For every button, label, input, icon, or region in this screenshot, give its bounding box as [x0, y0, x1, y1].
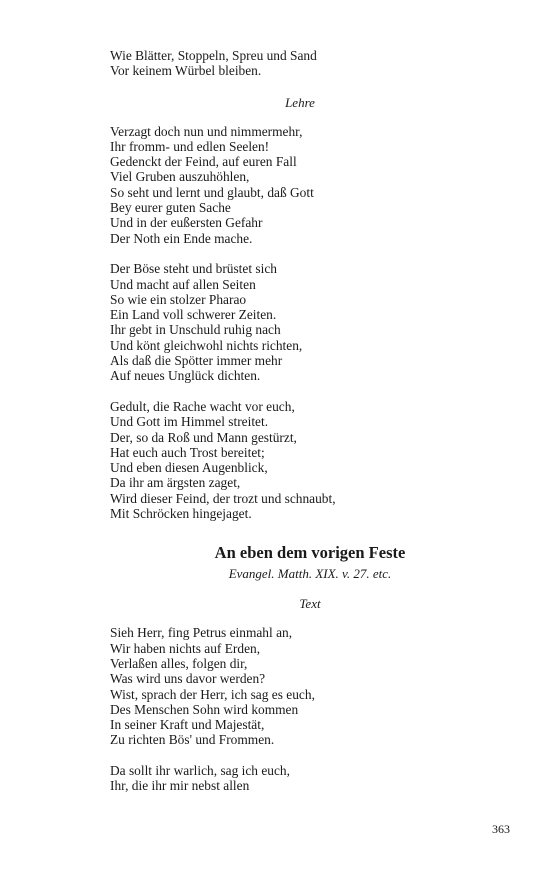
poem-line: Und eben diesen Augenblick,	[110, 460, 268, 476]
poem-line: Und in der eußersten Gefahr	[110, 215, 263, 231]
stanza-1	[110, 124, 510, 246]
poem-line: Ihr gebt in Unschuld ruhig nach	[110, 322, 281, 338]
poem-line: Mit Schröcken hingejaget.	[110, 506, 252, 522]
poem-line: In seiner Kraft und Majestät,	[110, 717, 265, 733]
poem-line: Auf neues Unglück dichten.	[110, 368, 261, 384]
poem-line: Bey eurer guten Sache	[110, 200, 231, 216]
poem-line: Wie Blätter, Stoppeln, Spreu und Sand	[110, 48, 317, 63]
section-subtitle: Evangel. Matth. XIX. v. 27. etc.	[228, 566, 392, 582]
label-text: Text	[299, 596, 321, 612]
poem-line: Hat euch auch Trost bereitet;	[110, 444, 265, 460]
poem-line: Ihr, die ihr mir nebst allen	[110, 778, 250, 794]
poem-line: Was wird uns davor werden?	[110, 671, 266, 687]
poem-line: Sieh Herr, fing Petrus einmahl an,	[110, 625, 293, 641]
stanza-3	[110, 399, 510, 521]
poem-line: Zu richten Bös' und Frommen.	[110, 732, 275, 748]
poem-line: Und macht auf allen Seiten	[110, 276, 256, 292]
page-number: 363	[492, 822, 510, 836]
stanza-top	[110, 48, 510, 79]
poem-line: Ein Land voll schwerer Zeiten.	[110, 307, 277, 323]
poem-line: Da ihr am ärgsten zaget,	[110, 475, 241, 491]
poem-line: Verlaßen alles, folgen dir,	[110, 655, 248, 671]
poem-line: Und könt gleichwohl nichts richten,	[110, 337, 303, 353]
stanza-2	[110, 261, 510, 383]
poem-line: Der Böse steht und brüstet sich	[110, 261, 277, 277]
label-lehre: Lehre	[285, 94, 315, 110]
poem-line: Als daß die Spötter immer mehr	[110, 353, 283, 369]
poem-line: Und Gott im Himmel streitet.	[110, 414, 269, 430]
stanza-5	[110, 763, 510, 794]
poem-line: Gedult, die Rache wacht vor euch,	[110, 398, 295, 414]
page-body	[110, 48, 510, 809]
poem-line: Des Menschen Sohn wird kommen	[110, 701, 299, 717]
poem-line: Ihr fromm- und edlen Seelen!	[110, 138, 270, 154]
poem-line: So wie ein stolzer Pharao	[110, 291, 247, 307]
poem-line: So seht und lernt und glaubt, daß Gott	[110, 184, 314, 200]
poem-line: Gedenckt der Feind, auf euren Fall	[110, 154, 297, 170]
poem-line: Vor keinem Würbel bleiben.	[110, 63, 262, 79]
poem-line: Der, so da Roß und Mann gestürzt,	[110, 429, 297, 445]
poem-line: Der Noth ein Ende mache.	[110, 230, 253, 246]
stanza-4	[110, 625, 510, 747]
poem-line: Wird dieser Feind, der trozt und schnaubt,	[110, 490, 336, 506]
poem-line: Da sollt ihr warlich, sag ich euch,	[110, 762, 290, 778]
poem-line: Viel Gruben auszuhöhlen,	[110, 169, 250, 185]
poem-line: Wist, sprach der Herr, ich sag es euch,	[110, 686, 315, 702]
poem-line: Verzagt doch nun und nimmermehr,	[110, 123, 303, 139]
poem-line: Wir haben nichts auf Erden,	[110, 640, 261, 656]
section-title: An eben dem vorigen Feste	[214, 543, 406, 563]
